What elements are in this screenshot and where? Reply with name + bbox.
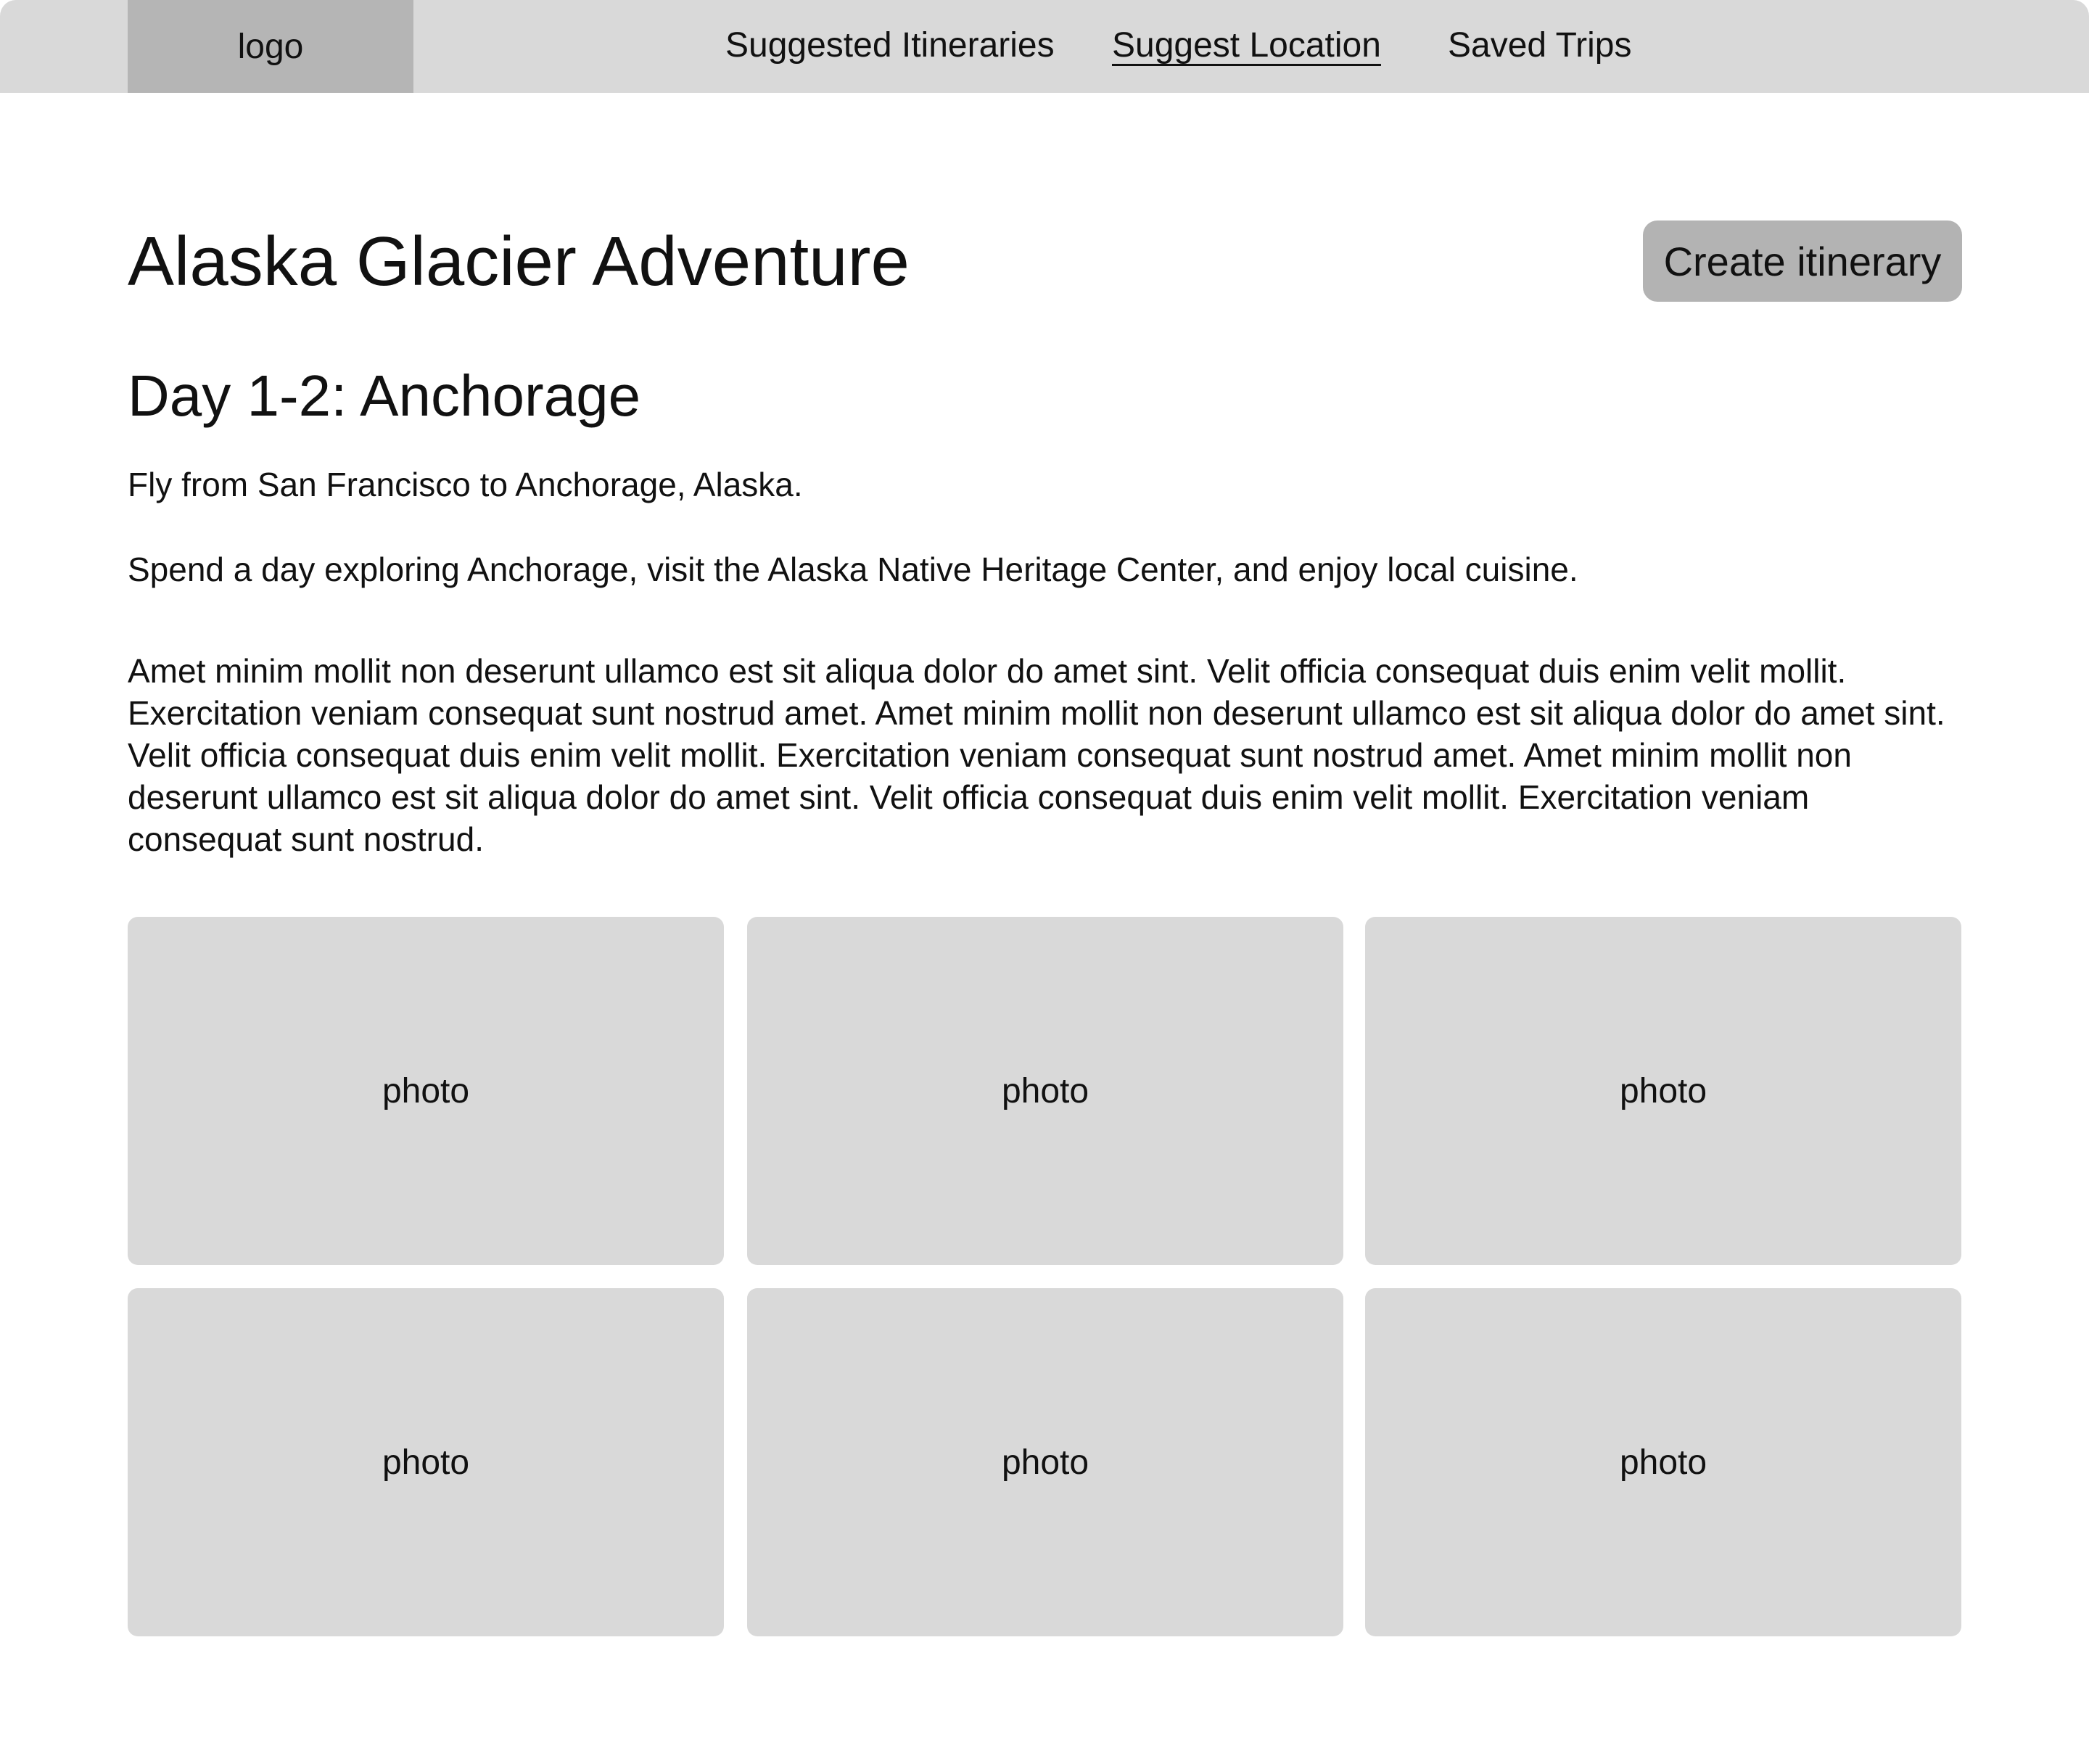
photo-placeholder[interactable]: photo <box>128 917 724 1265</box>
day-description-body: Amet minim mollit non deserunt ullamco est sit aliqua dolor do amet sint. Velit officia consequat duis enim velit mollit. Exercitation veniam consequat sunt nostrud amet. Amet minim mollit non deserunt ullamco est sit aliqua dolor do amet sint. Velit officia consequat duis enim velit mollit. Exercitation veniam consequat sunt nostrud amet. Amet minim mollit non deserunt ullamco est sit aliqua dolor do amet sint. Velit officia consequat duis enim velit mollit. Exercitation veniam consequat sunt nostrud. <box>128 652 1945 858</box>
nav-suggested-itineraries[interactable]: Suggested Itineraries <box>725 26 1055 65</box>
page-title: Alaska Glacier Adventure <box>128 223 910 300</box>
day-description-1: Fly from San Francisco to Anchorage, Alaska. <box>128 466 803 503</box>
photo-placeholder[interactable]: photo <box>128 1288 724 1636</box>
photo-placeholder[interactable]: photo <box>1365 1288 1961 1636</box>
photo-placeholder[interactable]: photo <box>747 917 1343 1265</box>
nav-suggest-location[interactable]: Suggest Location <box>1112 26 1381 65</box>
logo[interactable]: logo <box>128 0 413 93</box>
top-navigation-bar <box>0 0 2089 93</box>
create-itinerary-button[interactable]: Create itinerary <box>1643 220 1962 302</box>
photo-placeholder[interactable]: photo <box>747 1288 1343 1636</box>
day-description-2: Spend a day exploring Anchorage, visit the Alaska Native Heritage Center, and enjoy local cuisine. <box>128 551 1578 588</box>
photo-placeholder[interactable]: photo <box>1365 917 1961 1265</box>
nav-saved-trips[interactable]: Saved Trips <box>1448 26 1632 65</box>
day-heading: Day 1-2: Anchorage <box>128 363 641 428</box>
